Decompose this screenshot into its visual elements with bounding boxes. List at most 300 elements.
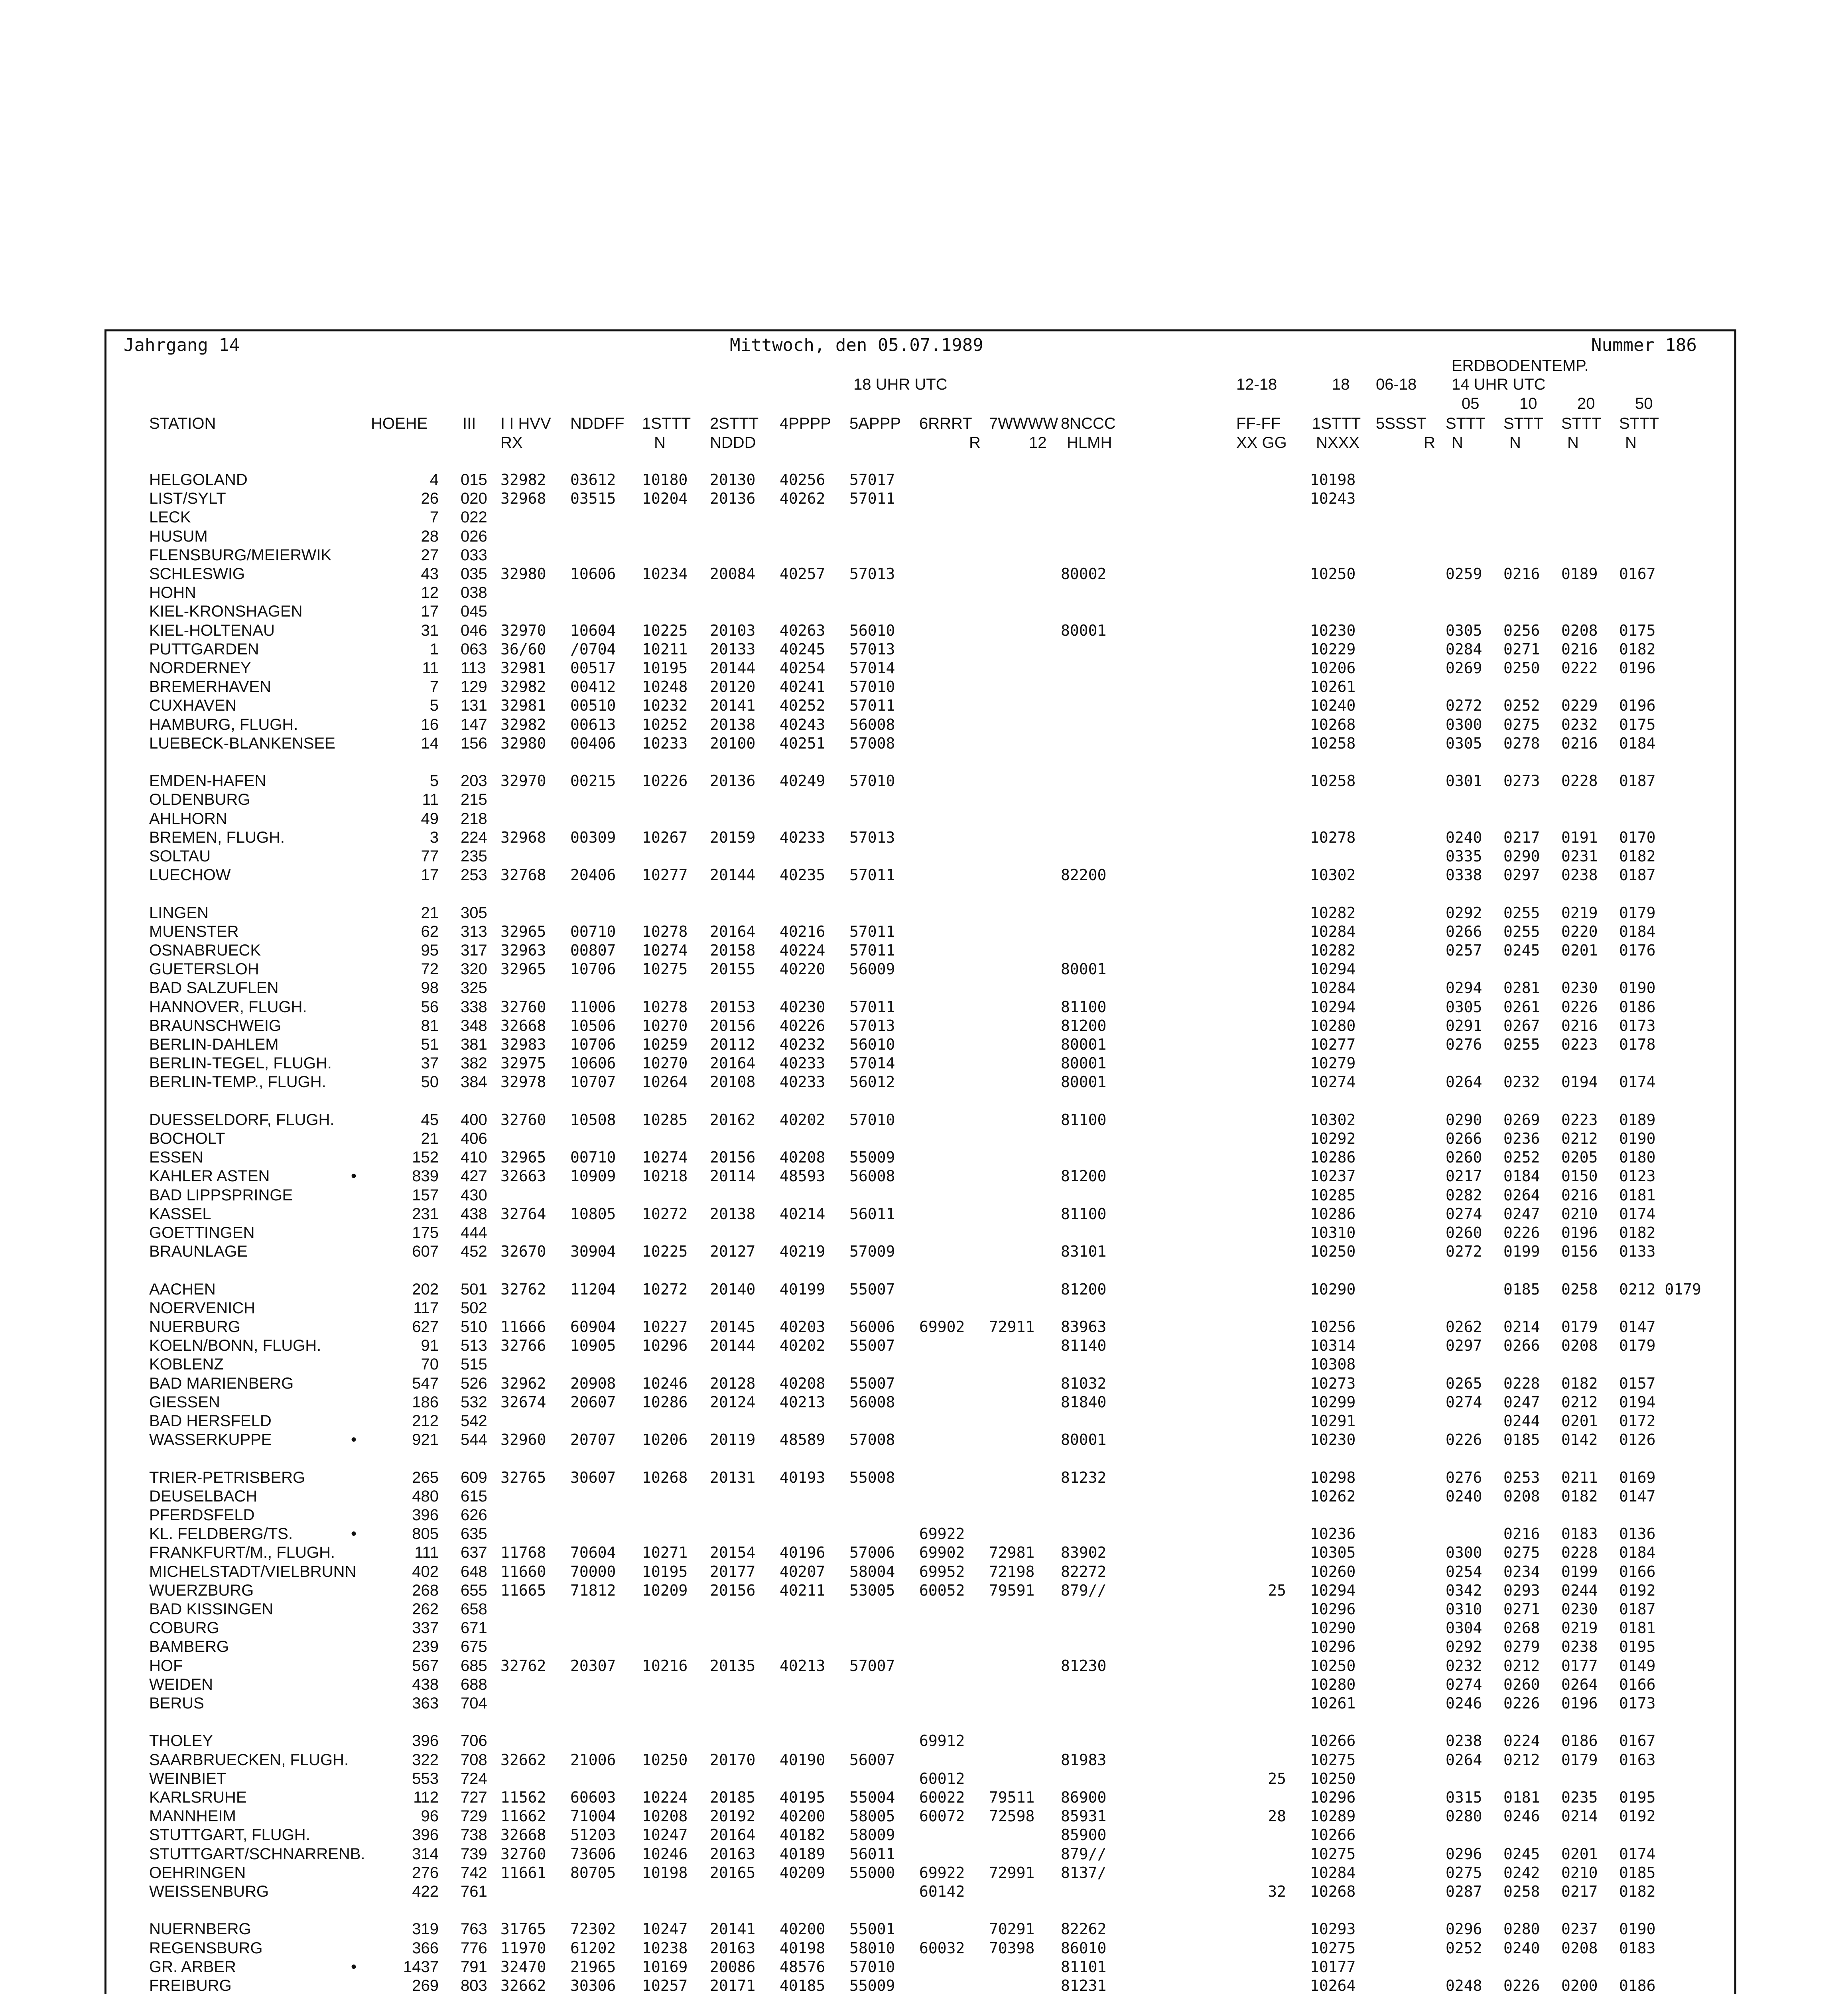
c-18-1sttt: 10302 [1310,1111,1356,1129]
c-4pppp: 48576 [780,1958,825,1976]
soil-10: 0280 [1503,1920,1540,1938]
c-5appp: 57011 [849,697,895,715]
elevation: 262 [412,1600,439,1618]
soil-05: 0232 [1446,1657,1482,1675]
table-row [0,1111,1848,1129]
c-nddff: 21965 [570,1958,616,1976]
c-5appp: 55000 [849,1864,895,1882]
soil-05: 0226 [1446,1431,1482,1449]
table-row [0,1224,1848,1242]
elevation: 21 [421,1130,439,1147]
c-7wwww: 79591 [989,1581,1035,1599]
c-4pppp: 40257 [780,565,825,583]
c-8nccc: 879// [1061,1581,1107,1599]
table-row [0,1788,1848,1807]
soil-05: 0272 [1446,1243,1482,1261]
soil-05: 0280 [1446,1807,1482,1825]
soil-10: 0266 [1503,1337,1540,1355]
soil-50: 0196 [1619,697,1656,715]
c-hvv: 11660 [500,1562,546,1580]
c-2sttt: 20155 [710,960,756,978]
table-row [0,1845,1848,1864]
c-4pppp: 40214 [780,1205,825,1223]
station-id: 224 [461,828,487,846]
c-4pppp: 40263 [780,621,825,639]
station-id: 532 [461,1393,487,1411]
station-id: 658 [461,1600,487,1618]
soil-05: 0272 [1446,697,1482,715]
soil-50: 0196 [1619,659,1656,677]
elevation: 27 [421,546,439,564]
c-8nccc: 80001 [1061,1054,1107,1072]
soil-20: 0228 [1561,1544,1598,1562]
col-5ssst-sub: R [1424,434,1435,451]
c-8nccc: 81100 [1061,1111,1107,1129]
station-name: BAD KISSINGEN [149,1600,274,1618]
station-id: 615 [461,1487,487,1505]
c-5appp: 56006 [849,1318,895,1336]
c-hvv: 32760 [500,998,546,1016]
c-6rrrt: 60052 [919,1581,965,1599]
c-nddff: 00309 [570,828,616,846]
soil-05: 0259 [1446,565,1482,583]
c-8nccc: 879// [1061,1845,1107,1863]
col-18: 18 [1332,376,1350,393]
soil-05: 0335 [1446,847,1482,865]
elevation: 70 [421,1356,439,1373]
c-4pppp: 40208 [780,1149,825,1166]
elevation: 627 [412,1318,439,1336]
c-18-1sttt: 10268 [1310,715,1356,733]
c-5appp: 57010 [849,1958,895,1976]
soil-05: 0260 [1446,1224,1482,1241]
soil-10: 0269 [1503,1111,1540,1129]
table-row [0,772,1848,790]
soil-50: 0182 [1619,1224,1656,1241]
elevation: 438 [412,1675,439,1693]
c-5appp: 58010 [849,1939,895,1957]
c-4pppp: 40195 [780,1789,825,1806]
c-1sttt: 10252 [642,715,688,733]
station-id: 515 [461,1356,487,1373]
c-2sttt: 20133 [710,640,756,658]
c-4pppp: 40190 [780,1751,825,1769]
elevation: 26 [421,490,439,508]
c-2sttt: 20164 [710,1054,756,1072]
soil-20: 0201 [1561,1412,1598,1430]
table-row [0,583,1848,602]
col-station: STATION [149,415,216,432]
table-row [0,1600,1848,1619]
c-hvv: 32963 [500,942,546,959]
c-8nccc: 80001 [1061,1036,1107,1053]
c-2sttt: 20131 [710,1468,756,1486]
elevation: 363 [412,1695,439,1712]
soil-50: 0133 [1619,1243,1656,1261]
station-id: 803 [461,1977,487,1994]
station-name: DEUSELBACH [149,1487,258,1505]
soil-20: 0201 [1561,1845,1598,1863]
soil-10: 0212 [1503,1751,1540,1769]
c-18-1sttt: 10296 [1310,1789,1356,1806]
soil-50: 0172 [1619,1412,1656,1430]
soil-50: 0123 [1619,1167,1656,1185]
c-7wwww: 72981 [989,1544,1035,1562]
elevation: 805 [412,1525,439,1543]
c-2sttt: 20159 [710,828,756,846]
soil-05: 0266 [1446,1130,1482,1147]
c-18-1sttt: 10273 [1310,1374,1356,1392]
c-18-1sttt: 10266 [1310,1732,1356,1750]
c-18-1sttt: 10236 [1310,1525,1356,1543]
c-hvv: 32978 [500,1073,546,1091]
c-hvv: 32980 [500,734,546,752]
c-6rrrt: 69912 [919,1732,965,1750]
c-ffff: 25 [1268,1769,1286,1787]
soil-50: 0185 [1619,1864,1656,1882]
c-5appp: 56008 [849,715,895,733]
c-2sttt: 20177 [710,1562,756,1580]
c-hvv: 31765 [500,1920,546,1938]
c-18-1sttt: 10292 [1310,1130,1356,1147]
table-row [0,734,1848,753]
soil-20: 0208 [1561,621,1598,639]
c-18-1sttt: 10286 [1310,1149,1356,1166]
soil-05: 0274 [1446,1205,1482,1223]
elevation: 7 [429,678,439,696]
c-4pppp: 40254 [780,659,825,677]
c-2sttt: 20112 [710,1036,756,1053]
station-id: 430 [461,1186,487,1204]
soil-05: 0294 [1446,979,1482,997]
c-hvv: 32960 [500,1431,546,1449]
c-18-1sttt: 10261 [1310,678,1356,696]
soil-05: 0248 [1446,1977,1482,1994]
c-nddff: 20607 [570,1393,616,1411]
c-18-1sttt: 10198 [1310,471,1356,489]
c-18-1sttt: 10206 [1310,659,1356,677]
col-iii: III [463,415,476,432]
station-name: BAD HERSFELD [149,1412,272,1430]
soil-50: 0147 [1619,1487,1656,1505]
c-nddff: 51203 [570,1826,616,1844]
elevation: 3 [429,828,439,846]
elevation: 5 [429,772,439,790]
elevation: 50 [421,1073,439,1091]
c-2sttt: 20100 [710,734,756,752]
elevation: 319 [412,1920,439,1938]
soil-50: 0176 [1619,942,1656,959]
station-id: 338 [461,998,487,1016]
elevation: 839 [412,1167,439,1185]
table-row [0,1242,1848,1261]
soil-50: 0184 [1619,1544,1656,1562]
elevation: 265 [412,1468,439,1486]
c-nddff: 10706 [570,1036,616,1053]
c-4pppp: 40202 [780,1111,825,1129]
table-row [0,1336,1848,1355]
c-5appp: 56012 [849,1073,895,1091]
elevation: 366 [412,1939,439,1957]
c-18-1sttt: 10298 [1310,1468,1356,1486]
station-name: LUECHOW [149,866,231,884]
c-4pppp: 40203 [780,1318,825,1336]
station-id: 438 [461,1205,487,1223]
c-8nccc: 80001 [1061,960,1107,978]
c-ffff: 32 [1268,1883,1286,1900]
c-1sttt: 10225 [642,1243,688,1261]
station-id: 738 [461,1826,487,1844]
c-4pppp: 40232 [780,1036,825,1053]
col-soil-10-sub: N [1509,434,1521,451]
elevation: 269 [412,1977,439,1994]
c-2sttt: 20144 [710,1337,756,1355]
table-row [0,1562,1848,1581]
station-name: FRANKFURT/M., FLUGH. [149,1544,335,1562]
c-5appp: 57010 [849,1111,895,1129]
c-1sttt: 10250 [642,1751,688,1769]
station-id: 156 [461,734,487,752]
elevation: 396 [412,1826,439,1844]
station-name: LIST/SYLT [149,490,226,508]
c-4pppp: 40224 [780,942,825,959]
col-soil-05: STTT [1446,415,1485,432]
c-4pppp: 40251 [780,734,825,752]
station-id: 313 [461,922,487,940]
c-4pppp: 40213 [780,1393,825,1411]
elevation: 212 [412,1412,439,1430]
station-id: 706 [461,1732,487,1750]
c-8nccc: 82200 [1061,866,1107,884]
elevation: 11 [422,659,439,677]
table-row [0,1826,1848,1844]
station-name: GIESSEN [149,1393,220,1411]
elevation: 98 [421,979,439,997]
c-8nccc: 81232 [1061,1468,1107,1486]
c-18-1sttt: 10284 [1310,922,1356,940]
c-18-1sttt: 10266 [1310,1826,1356,1844]
station-name: WEINBIET [149,1769,227,1787]
c-2sttt: 20086 [710,1958,756,1976]
station-id: 452 [461,1243,487,1261]
soil-05: 0217 [1446,1167,1482,1185]
soil-10: 0290 [1503,847,1540,865]
soil-10: 0267 [1503,1017,1540,1034]
soil-10: 0275 [1503,715,1540,733]
c-18-1sttt: 10299 [1310,1393,1356,1411]
c-4pppp: 40233 [780,828,825,846]
c-8nccc: 85900 [1061,1826,1107,1844]
station-name: WEISSENBURG [149,1883,269,1900]
c-4pppp: 40182 [780,1826,825,1844]
c-hvv: 32981 [500,697,546,715]
station-name: BAD MARIENBERG [149,1374,294,1392]
elevation: 49 [421,810,439,828]
c-8nccc: 83902 [1061,1544,1107,1562]
station-id: 685 [461,1657,487,1675]
c-hvv: 32674 [500,1393,546,1411]
soil-10: 0293 [1503,1581,1540,1599]
table-row [0,1882,1848,1901]
soil-50: 0175 [1619,715,1656,733]
c-1sttt: 10211 [642,640,688,658]
c-8nccc: 81200 [1061,1017,1107,1034]
c-6rrrt: 60072 [919,1807,965,1825]
c-5appp: 55007 [849,1374,895,1392]
c-8nccc: 83101 [1061,1243,1107,1261]
c-2sttt: 20156 [710,1581,756,1599]
soil-05: 0338 [1446,866,1482,884]
c-7wwww: 72598 [989,1807,1035,1825]
soil-10: 0185 [1503,1280,1540,1298]
c-5appp: 57011 [849,866,895,884]
c-nddff: 03612 [570,471,616,489]
c-4pppp: 48589 [780,1431,825,1449]
soil-05: 0265 [1446,1374,1482,1392]
elevation: 337 [412,1619,439,1637]
c-nddff: 20307 [570,1657,616,1675]
c-2sttt: 20163 [710,1845,756,1863]
table-row [0,1280,1848,1299]
c-hvv: 32982 [500,678,546,696]
station-name: NUERBURG [149,1318,240,1336]
c-18-1sttt: 10268 [1310,1883,1356,1900]
soil-20: 0177 [1561,1657,1598,1675]
c-8nccc: 81983 [1061,1751,1107,1769]
soil-05: 0264 [1446,1751,1482,1769]
soil-05: 0342 [1446,1581,1482,1599]
station-name: PFERDSFELD [149,1506,255,1524]
table-row [0,1976,1848,1994]
soil-10: 0297 [1503,866,1540,884]
soil-10: 0212 [1503,1657,1540,1675]
c-18-1sttt: 10279 [1310,1054,1356,1072]
soil-05: 0240 [1446,828,1482,846]
station-name: KOBLENZ [149,1356,224,1373]
elevation: 396 [412,1506,439,1524]
table-row [0,1769,1848,1788]
c-2sttt: 20130 [710,471,756,489]
c-1sttt: 10198 [642,1864,688,1882]
station-id: 317 [461,942,487,959]
c-nddff: 10506 [570,1017,616,1034]
soil-50: 0195 [1619,1638,1656,1656]
elevation: 77 [421,847,439,865]
station-id: 305 [461,904,487,922]
table-row [0,1619,1848,1637]
c-2sttt: 20153 [710,998,756,1016]
soil-10: 0245 [1503,942,1540,959]
station-id: 739 [461,1845,487,1863]
elevation: 202 [412,1280,439,1298]
c-nddff: 20908 [570,1374,616,1392]
soil-50: 0182 [1619,640,1656,658]
station-name: HANNOVER, FLUGH. [149,998,307,1016]
table-row [0,1581,1848,1600]
c-nddff: 00710 [570,922,616,940]
c-2sttt: 20084 [710,565,756,583]
c-5appp: 57010 [849,772,895,790]
table-row [0,1054,1848,1073]
c-4pppp: 40198 [780,1939,825,1957]
c-5appp: 55009 [849,1149,895,1166]
c-18-1sttt: 10274 [1310,1073,1356,1091]
station-name: OLDENBURG [149,791,250,809]
c-nddff: 21006 [570,1751,616,1769]
c-1sttt: 10259 [642,1036,688,1053]
c-18-1sttt: 10278 [1310,828,1356,846]
soil-20: 0226 [1561,998,1598,1016]
elevation: 45 [421,1111,439,1129]
station-id: 038 [461,584,487,602]
soil-10: 0226 [1503,1224,1540,1241]
station-name: MUENSTER [149,922,239,940]
c-4pppp: 40213 [780,1657,825,1675]
soil-50: 0194 [1619,1393,1656,1411]
soil-50: 0179 [1619,904,1656,922]
c-nddff: 10606 [570,1054,616,1072]
c-18-1sttt: 10285 [1310,1186,1356,1204]
station-name: LUEBECK-BLANKENSEE [149,734,335,752]
c-1sttt: 10264 [642,1073,688,1091]
c-2sttt: 20120 [710,678,756,696]
soil-05: 0287 [1446,1883,1482,1900]
depth-10: 10 [1519,395,1537,412]
soil-50: 0187 [1619,866,1656,884]
c-nddff: 10606 [570,565,616,583]
c-18-1sttt: 10296 [1310,1600,1356,1618]
elevation: 480 [412,1487,439,1505]
soil-20: 0229 [1561,697,1598,715]
soil-10: 0275 [1503,1544,1540,1562]
table-row [0,1694,1848,1713]
c-hvv: 32470 [500,1958,546,1976]
station-name: HAMBURG, FLUGH. [149,715,298,733]
utc18-label: 18 UHR UTC [853,376,948,393]
station-id: 382 [461,1054,487,1072]
c-7wwww: 72911 [989,1318,1035,1336]
c-nddff: 10706 [570,960,616,978]
station-name: BREMEN, FLUGH. [149,828,285,846]
c-6rrrt: 60032 [919,1939,965,1957]
soil-10: 0245 [1503,1845,1540,1863]
c-nddff: 00710 [570,1149,616,1166]
c-4pppp: 40193 [780,1468,825,1486]
table-row [0,1487,1848,1506]
soil-10: 0240 [1503,1939,1540,1957]
station-name: LINGEN [149,904,209,922]
station-id: 410 [461,1149,487,1166]
elevation: 112 [413,1789,439,1806]
c-4pppp: 40189 [780,1845,825,1863]
c-5appp: 55007 [849,1337,895,1355]
soil-50: 0166 [1619,1562,1656,1580]
station-id: 513 [461,1337,487,1355]
c-2sttt: 20141 [710,1920,756,1938]
c-hvv: 32965 [500,960,546,978]
c-4pppp: 40256 [780,471,825,489]
soil-10: 0255 [1503,922,1540,940]
c-hvv: 32983 [500,1036,546,1053]
soil-20: 0212 [1561,1130,1598,1147]
c-hvv: 36/60 [500,640,546,658]
station-name: NOERVENICH [149,1299,255,1317]
soil-05: 0254 [1446,1562,1482,1580]
c-2sttt: 20144 [710,659,756,677]
station-id: 033 [461,546,487,564]
table-row [0,1073,1848,1092]
table-row [0,1637,1848,1656]
